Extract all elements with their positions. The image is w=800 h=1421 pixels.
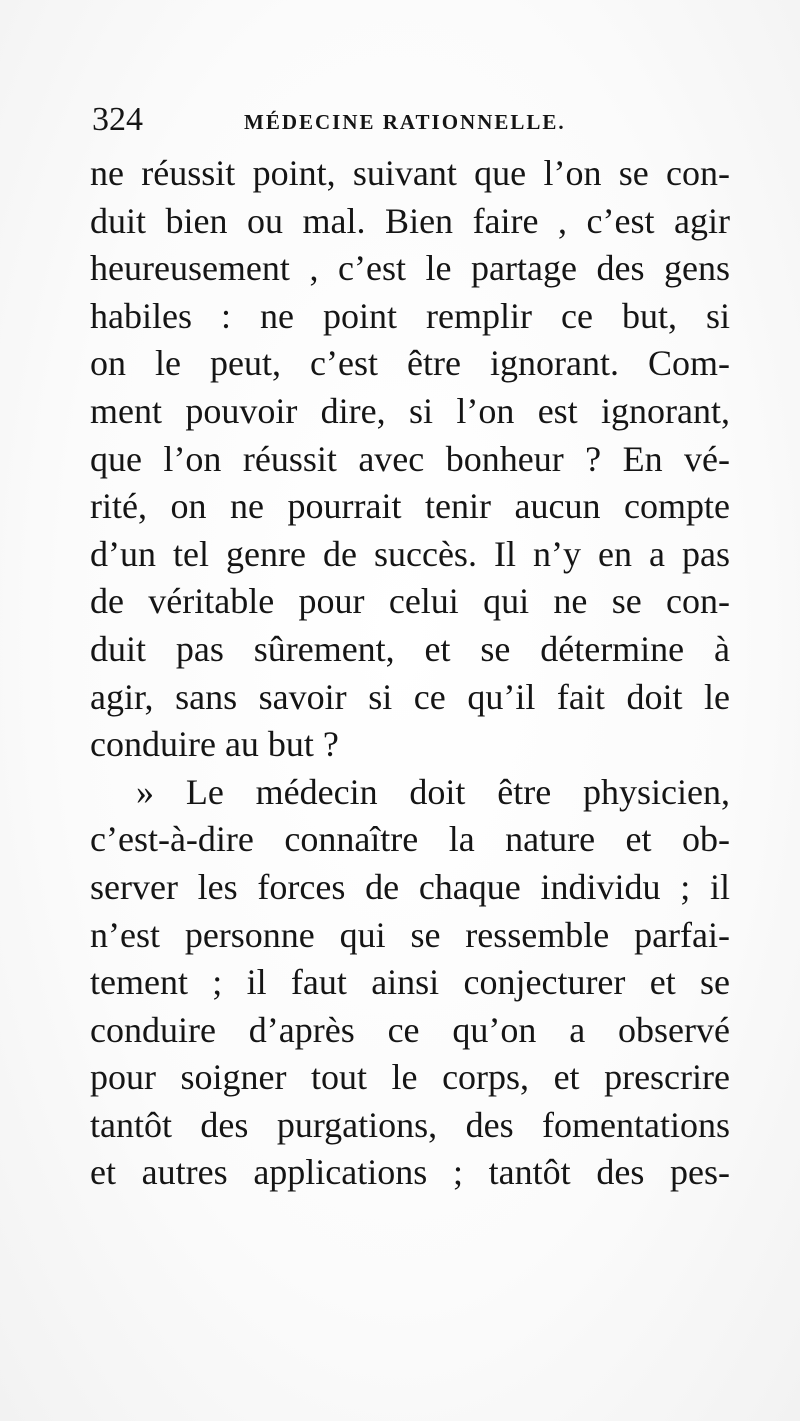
text-line: c’est-à-dire connaître la nature et ob-	[90, 819, 730, 860]
text-line: tantôt des purgations, des fomentations	[90, 1104, 730, 1145]
text-line: d’un tel genre de succès. Il n’y en a pas	[90, 533, 730, 574]
text-line: duit bien ou mal. Bien faire , c’est agir	[90, 200, 730, 241]
paragraph-end-line: conduire au but ?	[90, 724, 339, 765]
text-line: et autres applications ; tantôt des pes-	[90, 1152, 730, 1193]
text-line: on le peut, c’est être ignorant. Com-	[90, 343, 730, 384]
body-text	[90, 150, 730, 1197]
text-line: rité, on ne pourrait tenir aucun compte	[90, 486, 730, 527]
text-line: conduire d’après ce qu’on a observé	[90, 1009, 730, 1050]
text-line: que l’on réussit avec bonheur ? En vé-	[90, 438, 730, 479]
text-line: habiles : ne point remplir ce but, si	[90, 295, 730, 336]
text-line: n’est personne qui se ressemble parfai-	[90, 914, 730, 955]
paragraph-start-line: » Le médecin doit être physicien,	[136, 771, 730, 812]
text-line: ment pouvoir dire, si l’on est ignorant,	[90, 390, 730, 431]
text-line: agir, sans savoir si ce qu’il fait doit le	[90, 676, 730, 717]
page-number: 324	[92, 101, 143, 138]
text-line: server les forces de chaque individu ; il	[90, 866, 730, 907]
text-line: heureusement , c’est le partage des gens	[90, 248, 730, 289]
text-line: tement ; il faut ainsi conjecturer et se	[90, 962, 730, 1003]
text-line: duit pas sûrement, et se détermine à	[90, 628, 730, 669]
text-line: ne réussit point, suivant que l’on se con-	[90, 153, 730, 193]
running-head	[92, 98, 732, 142]
text-line: de véritable pour celui qui ne se con-	[90, 581, 730, 622]
text-line: pour soigner tout le corps, et prescrire	[90, 1057, 730, 1098]
running-title: MÉDECINE RATIONNELLE.	[244, 110, 566, 134]
